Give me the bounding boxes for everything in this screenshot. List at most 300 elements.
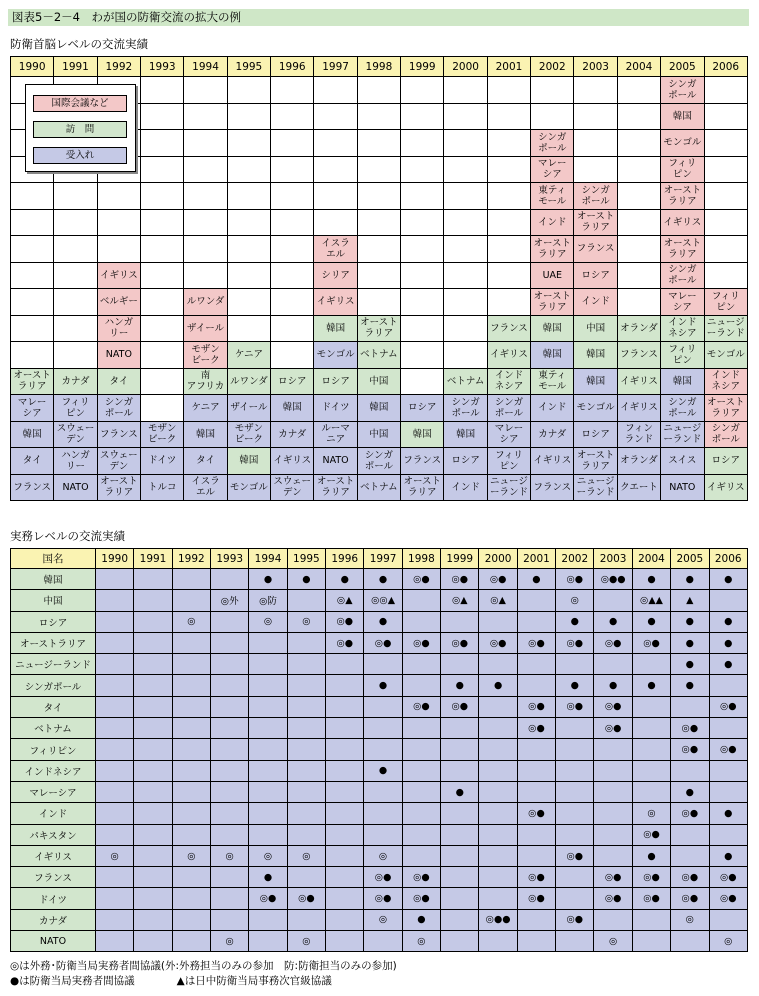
mark-cell: ◎ — [96, 845, 134, 866]
exchange-cell: 東ティ モール — [531, 368, 574, 395]
empty-cell — [402, 824, 440, 845]
mark-cell: ● — [671, 611, 709, 632]
empty-cell — [54, 289, 97, 316]
mark-cell: ● — [556, 675, 594, 696]
country-name: タイ — [11, 696, 96, 717]
table-row — [11, 395, 748, 422]
empty-cell — [517, 845, 555, 866]
exchange-cell: オースト ラリア — [531, 236, 574, 263]
country-name: NATO — [11, 931, 96, 952]
mark-cell: ◎ — [287, 611, 325, 632]
empty-cell — [134, 654, 172, 675]
empty-cell — [444, 236, 487, 263]
mark-cell: ● — [287, 569, 325, 590]
empty-cell — [617, 130, 660, 157]
empty-cell — [357, 130, 400, 157]
empty-cell — [517, 590, 555, 611]
empty-cell — [556, 654, 594, 675]
empty-cell — [326, 824, 364, 845]
mark-cell: ◎● — [479, 569, 517, 590]
mark-cell: ◎ — [402, 931, 440, 952]
exchange-cell: 韓国 — [401, 421, 444, 448]
mark-cell: ◎ — [249, 845, 287, 866]
exchange-cell: 韓国 — [184, 421, 227, 448]
practical-header-row — [11, 549, 748, 569]
exchange-cell: オースト ラリア — [97, 474, 140, 501]
empty-cell — [402, 781, 440, 802]
exchange-cell: オースト ラリア — [531, 289, 574, 316]
empty-cell — [401, 262, 444, 289]
exchange-cell: インド — [531, 395, 574, 422]
empty-cell — [184, 77, 227, 104]
exchange-cell: フランス — [401, 448, 444, 475]
empty-cell — [487, 209, 530, 236]
empty-cell — [97, 236, 140, 263]
empty-cell — [704, 130, 748, 157]
country-header: 国名 — [11, 549, 96, 569]
empty-cell — [594, 845, 632, 866]
exchange-cell: フィリ ピン — [661, 156, 704, 183]
exchange-cell: UAE — [531, 262, 574, 289]
empty-cell — [172, 739, 210, 760]
mark-cell: ◎● — [517, 696, 555, 717]
mark-cell: ● — [402, 909, 440, 930]
exchange-cell: 韓国 — [574, 368, 617, 395]
empty-cell — [364, 654, 402, 675]
exchange-cell: シンガ ポール — [661, 395, 704, 422]
exchange-cell: オランダ — [617, 448, 660, 475]
exchange-cell: オースト ラリア — [661, 236, 704, 263]
exchange-cell: 中国 — [357, 421, 400, 448]
empty-cell — [271, 342, 314, 369]
empty-cell — [402, 718, 440, 739]
empty-cell — [402, 739, 440, 760]
exchange-cell: 韓国 — [314, 315, 357, 342]
empty-cell — [184, 156, 227, 183]
empty-cell — [134, 845, 172, 866]
empty-cell — [402, 675, 440, 696]
empty-cell — [709, 909, 748, 930]
exchange-cell: 韓国 — [227, 448, 270, 475]
mark-cell: ◎● — [632, 888, 670, 909]
mark-cell: ● — [364, 675, 402, 696]
empty-cell — [141, 183, 184, 210]
mark-cell: ● — [364, 760, 402, 781]
empty-cell — [556, 718, 594, 739]
empty-cell — [444, 342, 487, 369]
empty-cell — [141, 77, 184, 104]
exchange-cell: 韓国 — [574, 342, 617, 369]
exchange-cell: タイ — [97, 368, 140, 395]
mark-cell: ◎● — [709, 867, 748, 888]
empty-cell — [211, 739, 249, 760]
empty-cell — [184, 183, 227, 210]
exchange-cell: マレー シア — [11, 395, 54, 422]
exchange-cell: フィリ ピン — [487, 448, 530, 475]
table-row — [11, 236, 748, 263]
empty-cell — [287, 909, 325, 930]
exchange-cell: 韓国 — [11, 421, 54, 448]
table-row — [11, 368, 748, 395]
mark-cell: ● — [709, 845, 748, 866]
mark-cell: ◎● — [709, 696, 748, 717]
empty-cell — [444, 156, 487, 183]
country-name: シンガポール — [11, 675, 96, 696]
mark-cell: ◎ — [556, 590, 594, 611]
table-row — [11, 448, 748, 475]
exchange-cell: フランス — [11, 474, 54, 501]
mark-cell: ◎● — [364, 867, 402, 888]
mark-cell: ● — [632, 611, 670, 632]
empty-cell — [487, 103, 530, 130]
section-title-leaders: 防衛首脳レベルの交流実績 — [10, 37, 148, 51]
empty-cell — [172, 696, 210, 717]
exchange-cell: シンガ ポール — [97, 395, 140, 422]
exchange-cell: イギリス — [661, 209, 704, 236]
table-row — [11, 909, 748, 930]
footnote-1: ◎は外務･防衛当局実務者間協議(外:外務担当のみの参加 防:防衛担当のみの参加) — [10, 960, 397, 972]
empty-cell — [617, 103, 660, 130]
exchange-cell: NATO — [314, 448, 357, 475]
mark-cell: ◎● — [402, 632, 440, 653]
mark-cell: ◎● — [517, 867, 555, 888]
empty-cell — [249, 675, 287, 696]
empty-cell — [479, 845, 517, 866]
empty-cell — [704, 156, 748, 183]
empty-cell — [402, 611, 440, 632]
empty-cell — [96, 569, 134, 590]
empty-cell — [172, 931, 210, 952]
empty-cell — [709, 824, 748, 845]
empty-cell — [96, 803, 134, 824]
empty-cell — [402, 803, 440, 824]
exchange-cell: フランス — [574, 236, 617, 263]
year-header: 2004 — [632, 549, 670, 569]
empty-cell — [671, 845, 709, 866]
empty-cell — [326, 888, 364, 909]
empty-cell — [517, 675, 555, 696]
country-name: フランス — [11, 867, 96, 888]
table-row — [11, 739, 748, 760]
empty-cell — [364, 718, 402, 739]
empty-cell — [211, 909, 249, 930]
year-header: 2002 — [556, 549, 594, 569]
empty-cell — [96, 675, 134, 696]
table-row — [11, 696, 748, 717]
empty-cell — [141, 368, 184, 395]
exchange-cell: タイ — [11, 448, 54, 475]
empty-cell — [594, 909, 632, 930]
empty-cell — [211, 675, 249, 696]
exchange-cell: イギリス — [97, 262, 140, 289]
empty-cell — [632, 718, 670, 739]
exchange-cell: ベトナム — [357, 474, 400, 501]
empty-cell — [632, 931, 670, 952]
country-name: カナダ — [11, 909, 96, 930]
empty-cell — [357, 236, 400, 263]
exchange-cell: フィリ ピン — [661, 342, 704, 369]
empty-cell — [357, 77, 400, 104]
empty-cell — [704, 236, 748, 263]
empty-cell — [357, 183, 400, 210]
mark-cell: ◎●● — [479, 909, 517, 930]
empty-cell — [97, 209, 140, 236]
empty-cell — [172, 760, 210, 781]
exchange-cell: ドイツ — [314, 395, 357, 422]
exchange-cell: ルワンダ — [227, 368, 270, 395]
empty-cell — [617, 209, 660, 236]
exchange-cell: モザン ビーク — [184, 342, 227, 369]
exchange-cell: 南 アフリカ — [184, 368, 227, 395]
empty-cell — [441, 867, 479, 888]
empty-cell — [141, 342, 184, 369]
empty-cell — [11, 236, 54, 263]
empty-cell — [326, 931, 364, 952]
empty-cell — [54, 315, 97, 342]
exchange-cell: 韓国 — [661, 103, 704, 130]
mark-cell: ● — [441, 781, 479, 802]
empty-cell — [479, 824, 517, 845]
table-row — [11, 718, 748, 739]
empty-cell — [172, 867, 210, 888]
empty-cell — [211, 803, 249, 824]
empty-cell — [141, 209, 184, 236]
empty-cell — [227, 156, 270, 183]
empty-cell — [364, 931, 402, 952]
exchange-cell: オースト ラリア — [574, 209, 617, 236]
empty-cell — [134, 824, 172, 845]
empty-cell — [249, 718, 287, 739]
year-header: 2000 — [479, 549, 517, 569]
exchange-cell: イギリス — [314, 289, 357, 316]
empty-cell — [709, 718, 748, 739]
empty-cell — [11, 342, 54, 369]
mark-cell: ◎ — [671, 909, 709, 930]
empty-cell — [96, 909, 134, 930]
empty-cell — [556, 781, 594, 802]
empty-cell — [401, 183, 444, 210]
empty-cell — [227, 236, 270, 263]
mark-cell: ◎◎▲ — [364, 590, 402, 611]
mark-cell: ◎● — [402, 888, 440, 909]
empty-cell — [326, 654, 364, 675]
empty-cell — [517, 739, 555, 760]
table-row — [11, 781, 748, 802]
exchange-cell: ハンガ リー — [97, 315, 140, 342]
empty-cell — [134, 781, 172, 802]
country-name: ドイツ — [11, 888, 96, 909]
exchange-cell: ロシア — [401, 395, 444, 422]
empty-cell — [441, 718, 479, 739]
mark-cell: ◎● — [671, 718, 709, 739]
section-title-practical: 実務レベルの交流実績 — [10, 529, 125, 543]
year-header-row — [11, 57, 748, 77]
empty-cell — [271, 209, 314, 236]
exchange-cell: フランス — [617, 342, 660, 369]
empty-cell — [556, 739, 594, 760]
mark-cell: ◎● — [671, 803, 709, 824]
mark-cell: ● — [709, 611, 748, 632]
empty-cell — [271, 315, 314, 342]
mark-cell: ◎● — [441, 569, 479, 590]
mark-cell: ● — [671, 675, 709, 696]
exchange-cell: モンゴル — [704, 342, 748, 369]
year-header: 2003 — [574, 57, 617, 77]
exchange-cell: モザン ビーク — [227, 421, 270, 448]
empty-cell — [96, 739, 134, 760]
empty-cell — [671, 824, 709, 845]
mark-cell: ◎● — [402, 867, 440, 888]
empty-cell — [364, 824, 402, 845]
year-header: 1990 — [96, 549, 134, 569]
empty-cell — [96, 888, 134, 909]
mark-cell: ◎● — [402, 569, 440, 590]
mark-cell: ◎● — [517, 888, 555, 909]
exchange-cell: ザイール — [227, 395, 270, 422]
empty-cell — [134, 931, 172, 952]
mark-cell: ◎● — [632, 867, 670, 888]
empty-cell — [401, 342, 444, 369]
empty-cell — [314, 209, 357, 236]
year-header: 1993 — [141, 57, 184, 77]
mark-cell: ◎● — [441, 696, 479, 717]
exchange-cell: モンゴル — [314, 342, 357, 369]
mark-cell: ◎ — [594, 931, 632, 952]
year-header: 1992 — [97, 57, 140, 77]
empty-cell — [134, 888, 172, 909]
exchange-cell: フランス — [97, 421, 140, 448]
empty-cell — [96, 590, 134, 611]
exchange-cell: 韓国 — [531, 342, 574, 369]
empty-cell — [632, 654, 670, 675]
empty-cell — [54, 183, 97, 210]
empty-cell — [11, 289, 54, 316]
empty-cell — [271, 183, 314, 210]
empty-cell — [441, 803, 479, 824]
empty-cell — [314, 130, 357, 157]
exchange-cell: スウェー デン — [54, 421, 97, 448]
mark-cell: ● — [709, 569, 748, 590]
year-header: 1992 — [172, 549, 210, 569]
empty-cell — [617, 289, 660, 316]
year-header: 2001 — [487, 57, 530, 77]
empty-cell — [556, 824, 594, 845]
mark-cell: ◎ — [364, 909, 402, 930]
mark-cell: ● — [671, 632, 709, 653]
exchange-cell: ニュージ ーランド — [704, 315, 748, 342]
mark-cell: ◎● — [594, 696, 632, 717]
empty-cell — [271, 289, 314, 316]
exchange-cell: イギリス — [487, 342, 530, 369]
table-row — [11, 209, 748, 236]
empty-cell — [357, 262, 400, 289]
empty-cell — [441, 931, 479, 952]
empty-cell — [141, 315, 184, 342]
year-header: 1997 — [364, 549, 402, 569]
mark-cell: ◎● — [364, 888, 402, 909]
empty-cell — [287, 781, 325, 802]
table-row — [11, 867, 748, 888]
empty-cell — [172, 909, 210, 930]
empty-cell — [364, 739, 402, 760]
empty-cell — [594, 739, 632, 760]
year-header: 2006 — [709, 549, 748, 569]
empty-cell — [314, 103, 357, 130]
country-name: インド — [11, 803, 96, 824]
empty-cell — [444, 315, 487, 342]
exchange-cell: クエート — [617, 474, 660, 501]
empty-cell — [617, 156, 660, 183]
exchange-cell: 韓国 — [357, 395, 400, 422]
exchange-cell: モンゴル — [227, 474, 270, 501]
empty-cell — [709, 760, 748, 781]
empty-cell — [326, 909, 364, 930]
exchange-cell: シリア — [314, 262, 357, 289]
legend — [25, 84, 136, 172]
exchange-cell: ベトナム — [357, 342, 400, 369]
exchange-cell: オースト ラリア — [11, 368, 54, 395]
table-row — [11, 824, 748, 845]
exchange-cell: オースト ラリア — [661, 183, 704, 210]
empty-cell — [617, 183, 660, 210]
empty-cell — [556, 803, 594, 824]
empty-cell — [632, 909, 670, 930]
mark-cell: ● — [594, 675, 632, 696]
empty-cell — [671, 931, 709, 952]
empty-cell — [211, 888, 249, 909]
empty-cell — [134, 909, 172, 930]
mark-cell: ◎● — [671, 739, 709, 760]
empty-cell — [326, 845, 364, 866]
mark-cell: ● — [632, 675, 670, 696]
exchange-cell: インド — [574, 289, 617, 316]
empty-cell — [96, 718, 134, 739]
empty-cell — [441, 760, 479, 781]
empty-cell — [444, 77, 487, 104]
mark-cell: ● — [709, 654, 748, 675]
mark-cell: ◎● — [556, 569, 594, 590]
empty-cell — [441, 845, 479, 866]
legend-receive: 受入れ — [33, 147, 127, 164]
year-header: 1995 — [287, 549, 325, 569]
empty-cell — [271, 236, 314, 263]
mark-cell: ◎● — [671, 867, 709, 888]
table-row — [11, 342, 748, 369]
empty-cell — [574, 77, 617, 104]
exchange-cell: ロシア — [271, 368, 314, 395]
table-row — [11, 590, 748, 611]
year-header: 1994 — [249, 549, 287, 569]
empty-cell — [134, 590, 172, 611]
empty-cell — [479, 696, 517, 717]
exchange-cell: インド ネシア — [487, 368, 530, 395]
empty-cell — [134, 718, 172, 739]
empty-cell — [96, 760, 134, 781]
exchange-cell: カナダ — [271, 421, 314, 448]
mark-cell: ◎外 — [211, 590, 249, 611]
empty-cell — [401, 103, 444, 130]
empty-cell — [287, 696, 325, 717]
empty-cell — [96, 654, 134, 675]
empty-cell — [364, 803, 402, 824]
exchange-cell: マレー シア — [487, 421, 530, 448]
empty-cell — [227, 315, 270, 342]
mark-cell: ◎● — [594, 718, 632, 739]
empty-cell — [704, 103, 748, 130]
empty-cell — [709, 675, 748, 696]
mark-cell: ● — [441, 675, 479, 696]
mark-cell: ● — [594, 611, 632, 632]
